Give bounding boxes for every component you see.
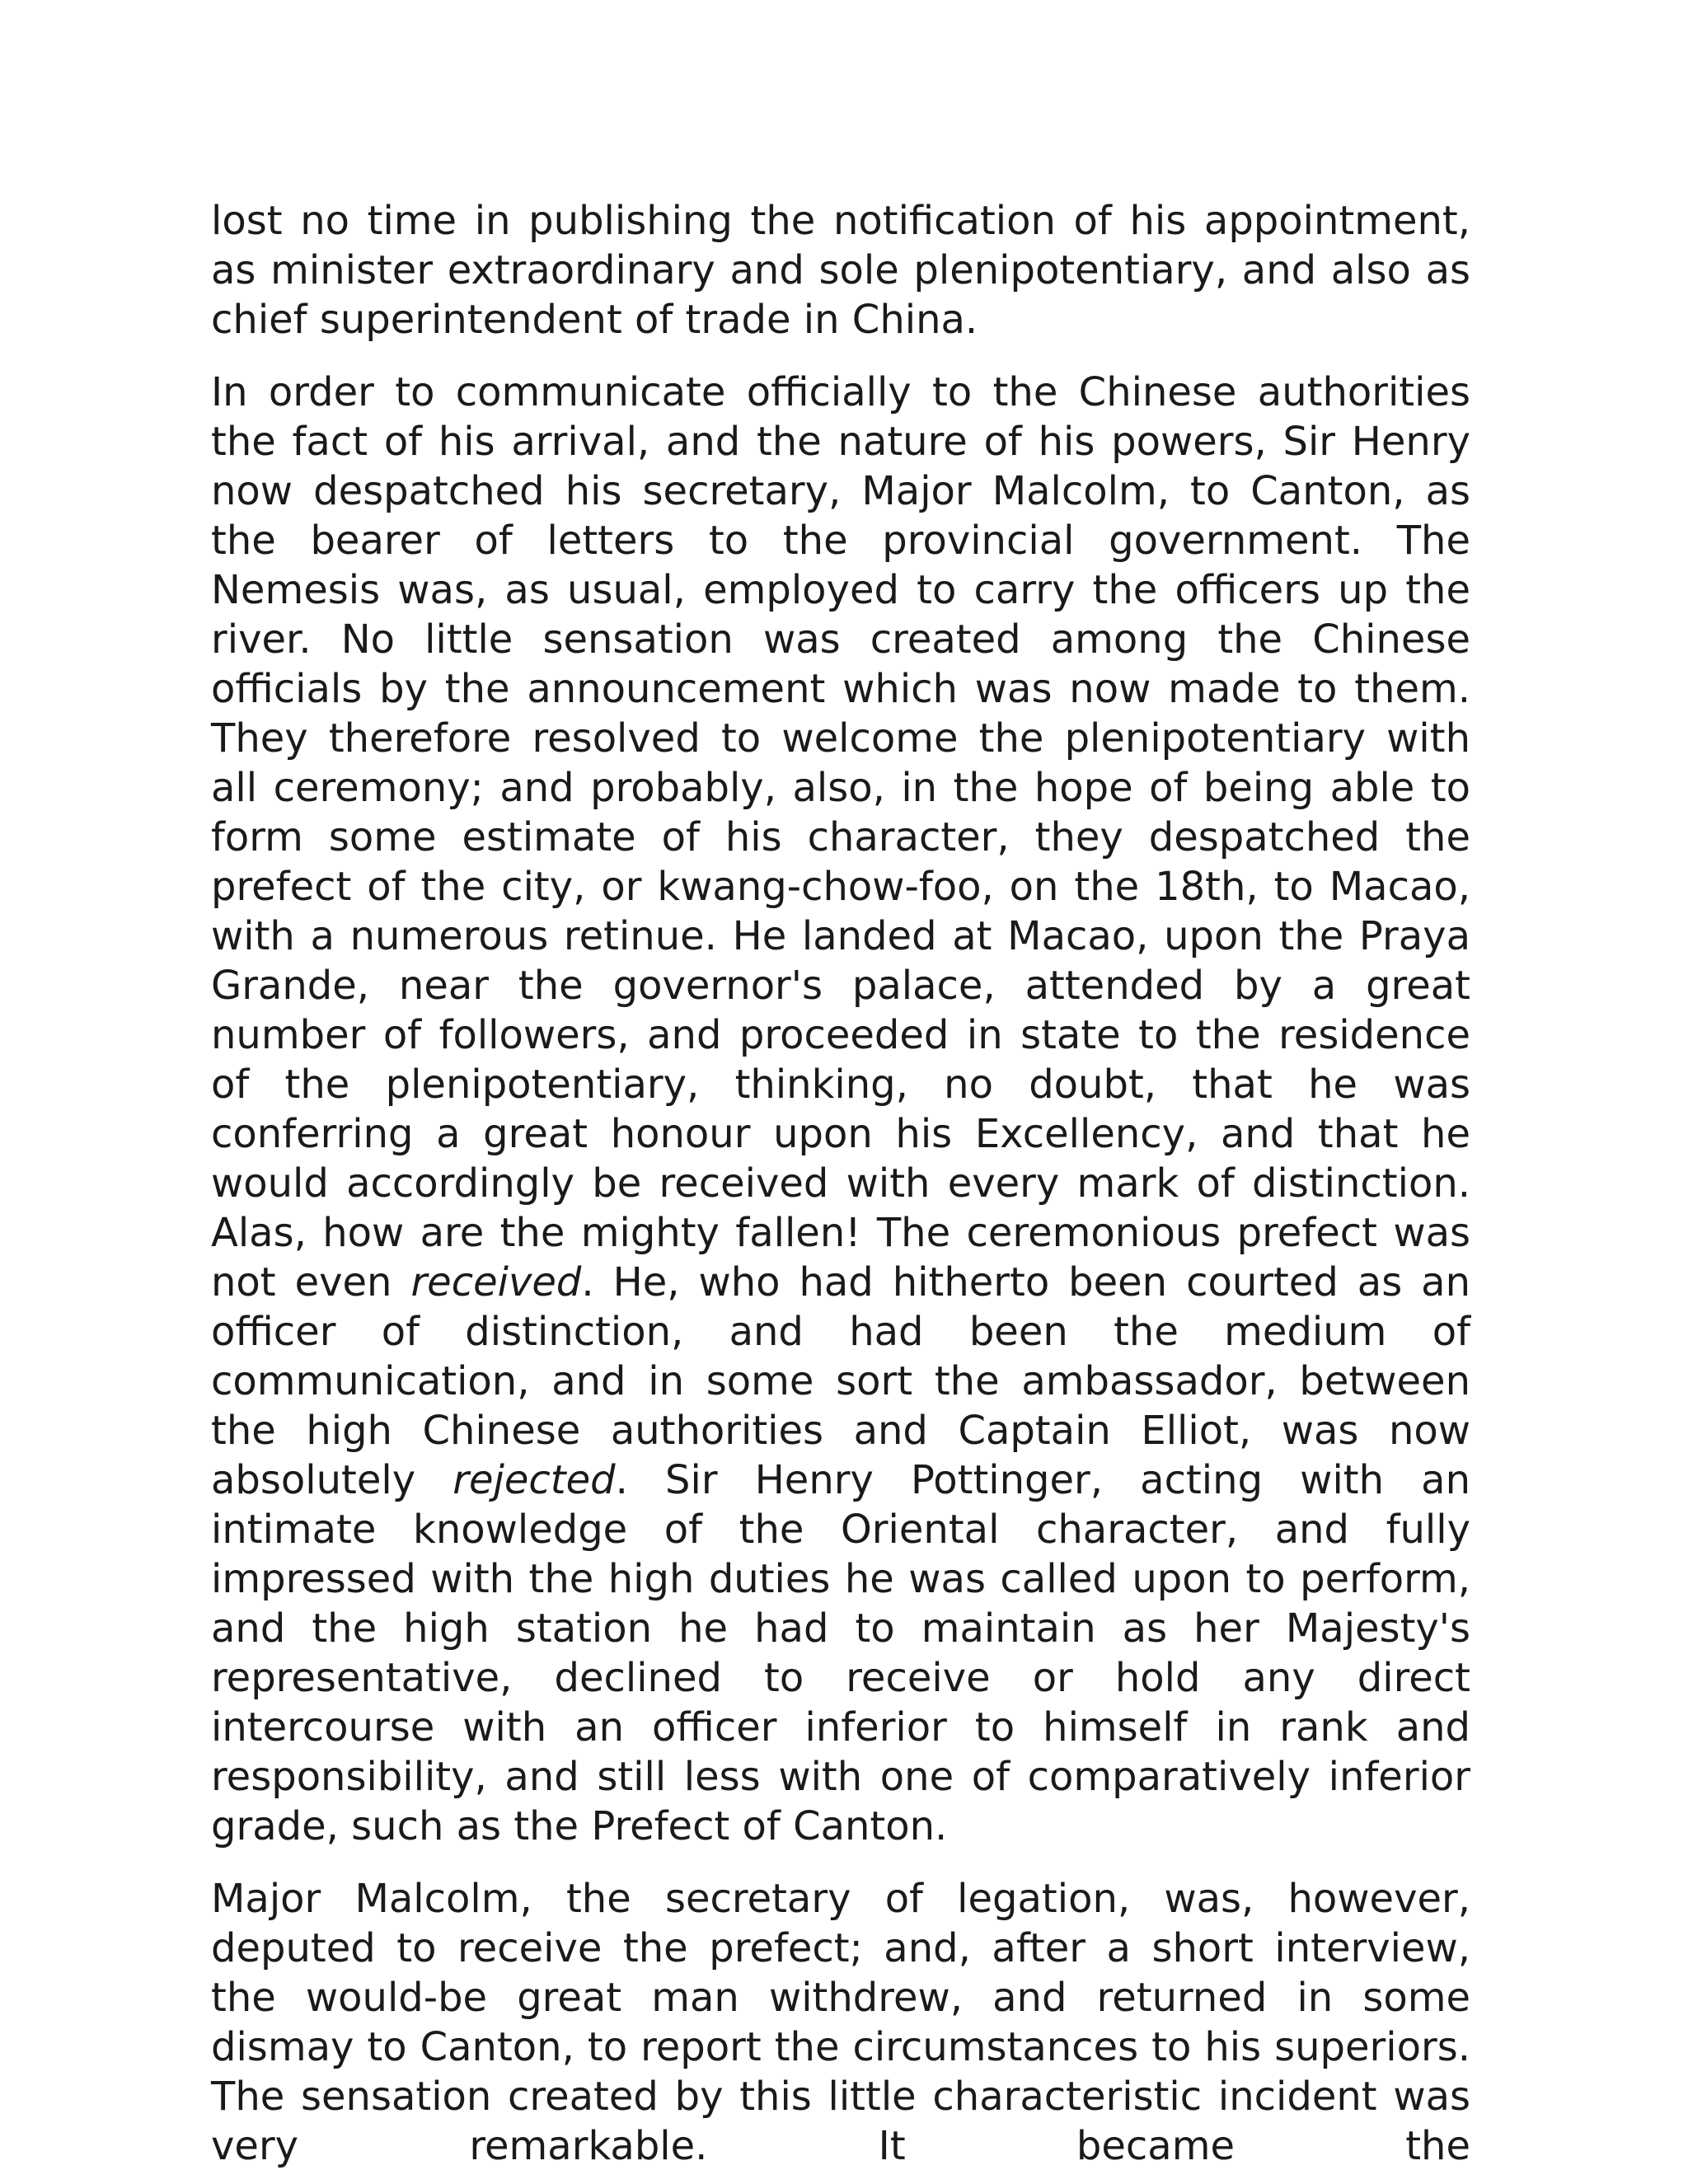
document-page	[211, 196, 1470, 2171]
paragraph-2	[211, 368, 1470, 1851]
paragraph-1: lost no time in publishing the notification of his appointment, as minister extraordinary and sole plenipotentiary, and also as chief superintendent of trade in China.	[211, 198, 1470, 343]
paragraph-2-text-b: . He, who had hitherto been courted as an officer of distinction, and had been the medium of communication, and in some sort the ambassador, between the high Chinese authorities and Captain Elliot, was now absolutely	[211, 1259, 1471, 1503]
paragraph-2-text-c: . Sir Henry Pottinger, acting with an intimate knowledge of the Oriental character, and fully impressed with the high duties he was called upon to perform, and the high station he had to maintain as her Majesty's representative, declined to receive or hold any direct intercourse with an officer inferior to himself in rank and responsibility, and still less with one of comparatively inferior grade, such as the Prefect of Canton.	[211, 1457, 1470, 1849]
italic-received: received	[410, 1259, 582, 1305]
italic-rejected: rejected	[452, 1457, 616, 1503]
paragraph-2-text-a: In order to communicate officially to the Chinese authorities the fact of his arrival, and the nature of his powers, Sir Henry now despatched his secretary, Major Malcolm, to Canton, as the bearer of letters to the provincial government. The Nemesis was, as usual, employed to carry the officers up the river. No little sensation was created among the Chinese officials by the announcement which was now made to them. They therefore resolved to welcome the plenipotentiary with all ceremony; and probably, also, in the hope of being able to form some estimate of his character, they despatched the prefect of the city, or kwang-chow-foo, on the 18th, to Macao, with a numerous retinue. He landed at Macao, upon the Praya Grande, near the governor's palace, attended by a great number of followers, and proceeded in state to the residence of the plenipotentiary, thinking, no doubt, that he was conferring a great honour upon his Excellency, and that he would accordingly be received with every mark of distinction. Alas, how are the mighty fallen! The ceremonious prefect was not even	[211, 369, 1470, 1305]
paragraph-3: Major Malcolm, the secretary of legation, was, however, deputed to receive the prefect; and, after a short interview, the would-be great man withdrew, and returned in some dismay to Canton, to report the circumstances to his superiors. The sensation created by this little characteristic incident was very remarkable. It became the	[211, 1876, 1470, 2169]
